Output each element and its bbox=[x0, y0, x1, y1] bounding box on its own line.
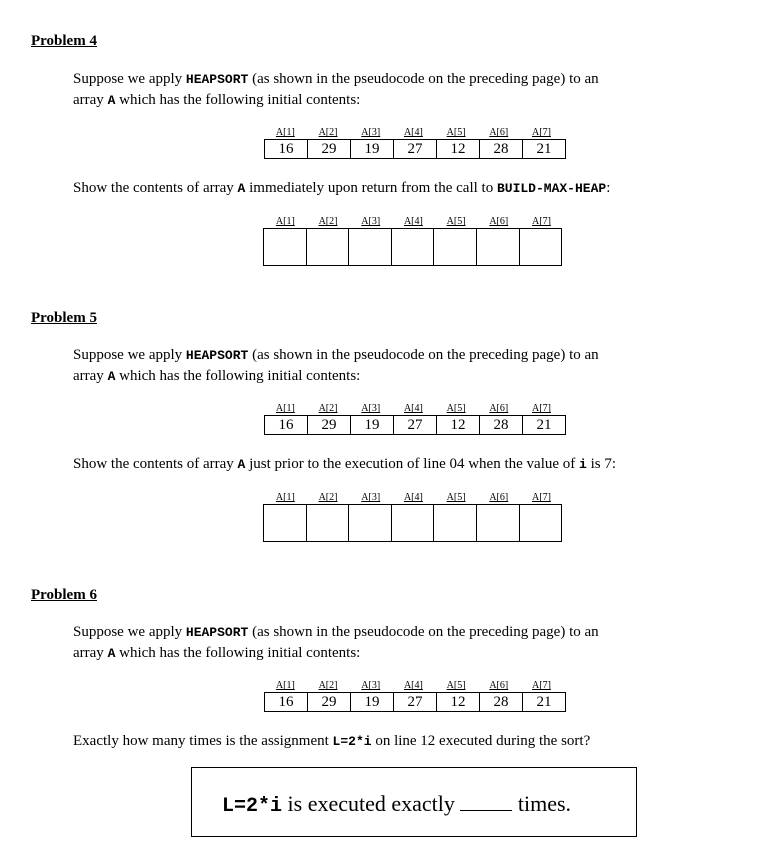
array-index-label: A[1] bbox=[275, 403, 295, 414]
array-cell: 29 bbox=[307, 693, 350, 711]
answer-array-boxes[interactable] bbox=[263, 504, 562, 542]
question-text: : bbox=[606, 180, 611, 196]
array-index-label: A[5] bbox=[446, 216, 466, 227]
answer-cell[interactable] bbox=[264, 505, 306, 541]
answer-cell[interactable] bbox=[348, 505, 391, 541]
array-var: A bbox=[107, 93, 116, 108]
answer-cell[interactable] bbox=[433, 229, 476, 265]
array-index-label: A[2] bbox=[318, 127, 338, 138]
array-cell: 16 bbox=[278, 694, 294, 710]
intro-text: (as shown in the pseudocode on the preceding page) to an bbox=[248, 347, 599, 363]
array-index-label: A[1] bbox=[275, 127, 295, 138]
array-cell: 28 bbox=[479, 416, 522, 434]
array-index-label: A[2] bbox=[318, 680, 338, 691]
array-index-label: A[5] bbox=[446, 492, 466, 503]
initial-array-header bbox=[264, 680, 563, 691]
array-index-label: A[7] bbox=[532, 680, 551, 691]
answer-sentence bbox=[222, 790, 571, 818]
array-index-label: A[3] bbox=[361, 127, 381, 138]
answer-text: times. bbox=[512, 791, 572, 816]
answer-array-boxes[interactable] bbox=[263, 228, 562, 266]
intro-text: array bbox=[73, 368, 108, 384]
problem-5-intro bbox=[73, 345, 713, 387]
answer-cell[interactable] bbox=[519, 505, 562, 541]
array-index-label: A[3] bbox=[361, 216, 381, 227]
array-index-label: A[6] bbox=[489, 127, 509, 138]
array-index-label: A[2] bbox=[318, 216, 338, 227]
array-cell: 19 bbox=[350, 416, 393, 434]
problem-5-question bbox=[73, 454, 713, 475]
array-cell: 27 bbox=[393, 416, 436, 434]
array-index-label: A[7] bbox=[532, 127, 551, 138]
problem-4-question bbox=[73, 178, 713, 199]
initial-array-header bbox=[264, 403, 563, 414]
question-text: just prior to the execution of line 04 when the value of bbox=[245, 456, 580, 472]
array-index-label: A[7] bbox=[532, 403, 551, 414]
array-index-label: A[4] bbox=[403, 127, 423, 138]
array-var: A bbox=[237, 457, 246, 472]
array-var: A bbox=[107, 369, 116, 384]
answer-text: is executed exactly bbox=[282, 791, 461, 816]
array-cell: 29 bbox=[307, 140, 350, 158]
array-cell: 21 bbox=[522, 693, 565, 711]
answer-array-header bbox=[264, 216, 563, 227]
answer-cell[interactable] bbox=[433, 505, 476, 541]
answer-box bbox=[191, 767, 637, 837]
algo-name: HEAPSORT bbox=[185, 625, 249, 640]
array-index-label: A[1] bbox=[275, 492, 295, 503]
array-index-label: A[3] bbox=[361, 403, 381, 414]
array-index-label: A[5] bbox=[446, 127, 466, 138]
array-index-label: A[4] bbox=[403, 403, 423, 414]
array-cell: 12 bbox=[436, 693, 479, 711]
array-cell: 29 bbox=[307, 416, 350, 434]
array-index-label: A[7] bbox=[532, 492, 551, 503]
array-cell: 19 bbox=[350, 140, 393, 158]
question-text: is 7: bbox=[586, 456, 617, 472]
array-cell: 28 bbox=[479, 693, 522, 711]
intro-text: which has the following initial contents: bbox=[115, 368, 361, 384]
loop-var: i bbox=[579, 457, 587, 472]
intro-text: Suppose we apply bbox=[73, 347, 186, 363]
array-cell: 12 bbox=[436, 416, 479, 434]
array-cell: 28 bbox=[479, 140, 522, 158]
code-snippet: L=2*i bbox=[222, 795, 283, 818]
question-text: Exactly how many times is the assignment bbox=[73, 733, 333, 749]
initial-array bbox=[264, 139, 566, 159]
question-text: on line 12 executed during the sort? bbox=[371, 733, 591, 749]
array-cell: 27 bbox=[393, 693, 436, 711]
intro-text: array bbox=[73, 645, 108, 661]
array-cell: 27 bbox=[393, 140, 436, 158]
answer-cell[interactable] bbox=[391, 505, 434, 541]
intro-text: which has the following initial contents: bbox=[115, 645, 361, 661]
array-cell: 19 bbox=[350, 693, 393, 711]
array-index-label: A[3] bbox=[361, 492, 381, 503]
problem-5-heading: Problem 5 bbox=[31, 310, 97, 326]
array-index-label: A[6] bbox=[489, 403, 509, 414]
intro-text: Suppose we apply bbox=[73, 624, 186, 640]
intro-text: (as shown in the pseudocode on the preceding page) to an bbox=[248, 71, 599, 87]
answer-cell[interactable] bbox=[348, 229, 391, 265]
problem-4-intro bbox=[73, 69, 713, 111]
array-index-label: A[5] bbox=[446, 680, 466, 691]
array-index-label: A[7] bbox=[532, 216, 551, 227]
array-index-label: A[4] bbox=[403, 216, 423, 227]
answer-blank[interactable] bbox=[460, 790, 512, 811]
array-index-label: A[6] bbox=[489, 680, 509, 691]
array-index-label: A[6] bbox=[489, 492, 509, 503]
array-index-label: A[1] bbox=[275, 216, 295, 227]
array-cell: 21 bbox=[522, 416, 565, 434]
problem-6-question bbox=[73, 731, 713, 752]
array-var: A bbox=[107, 646, 116, 661]
algo-name: HEAPSORT bbox=[185, 348, 249, 363]
array-cell: 12 bbox=[436, 140, 479, 158]
initial-array-header bbox=[264, 127, 563, 138]
array-cell: 16 bbox=[278, 417, 294, 433]
array-cell: 16 bbox=[278, 141, 294, 157]
question-text: Show the contents of array bbox=[73, 456, 238, 472]
code-snippet: L=2*i bbox=[332, 734, 372, 749]
array-index-label: A[2] bbox=[318, 403, 338, 414]
array-index-label: A[6] bbox=[489, 216, 509, 227]
question-text: immediately upon return from the call to bbox=[245, 180, 497, 196]
problem-6-heading: Problem 6 bbox=[31, 587, 97, 603]
intro-text: array bbox=[73, 92, 108, 108]
array-cell: 21 bbox=[522, 140, 565, 158]
answer-cell[interactable] bbox=[306, 229, 349, 265]
answer-array-header bbox=[264, 492, 563, 503]
function-name: BUILD-MAX-HEAP bbox=[496, 181, 607, 196]
array-index-label: A[1] bbox=[275, 680, 295, 691]
array-index-label: A[4] bbox=[403, 680, 423, 691]
problem-4-heading: Problem 4 bbox=[31, 33, 97, 49]
array-index-label: A[2] bbox=[318, 492, 338, 503]
answer-cell[interactable] bbox=[264, 229, 306, 265]
algo-name: HEAPSORT bbox=[185, 72, 249, 87]
array-index-label: A[5] bbox=[446, 403, 466, 414]
array-index-label: A[4] bbox=[403, 492, 423, 503]
intro-text: which has the following initial contents: bbox=[115, 92, 361, 108]
array-index-label: A[3] bbox=[361, 680, 381, 691]
question-text: Show the contents of array bbox=[73, 180, 238, 196]
answer-cell[interactable] bbox=[519, 229, 562, 265]
answer-cell[interactable] bbox=[476, 229, 519, 265]
intro-text: (as shown in the pseudocode on the preceding page) to an bbox=[248, 624, 599, 640]
array-var: A bbox=[237, 181, 246, 196]
answer-cell[interactable] bbox=[306, 505, 349, 541]
answer-cell[interactable] bbox=[391, 229, 434, 265]
answer-cell[interactable] bbox=[476, 505, 519, 541]
problem-6-intro bbox=[73, 622, 713, 664]
initial-array bbox=[264, 415, 566, 435]
intro-text: Suppose we apply bbox=[73, 71, 186, 87]
initial-array bbox=[264, 692, 566, 712]
